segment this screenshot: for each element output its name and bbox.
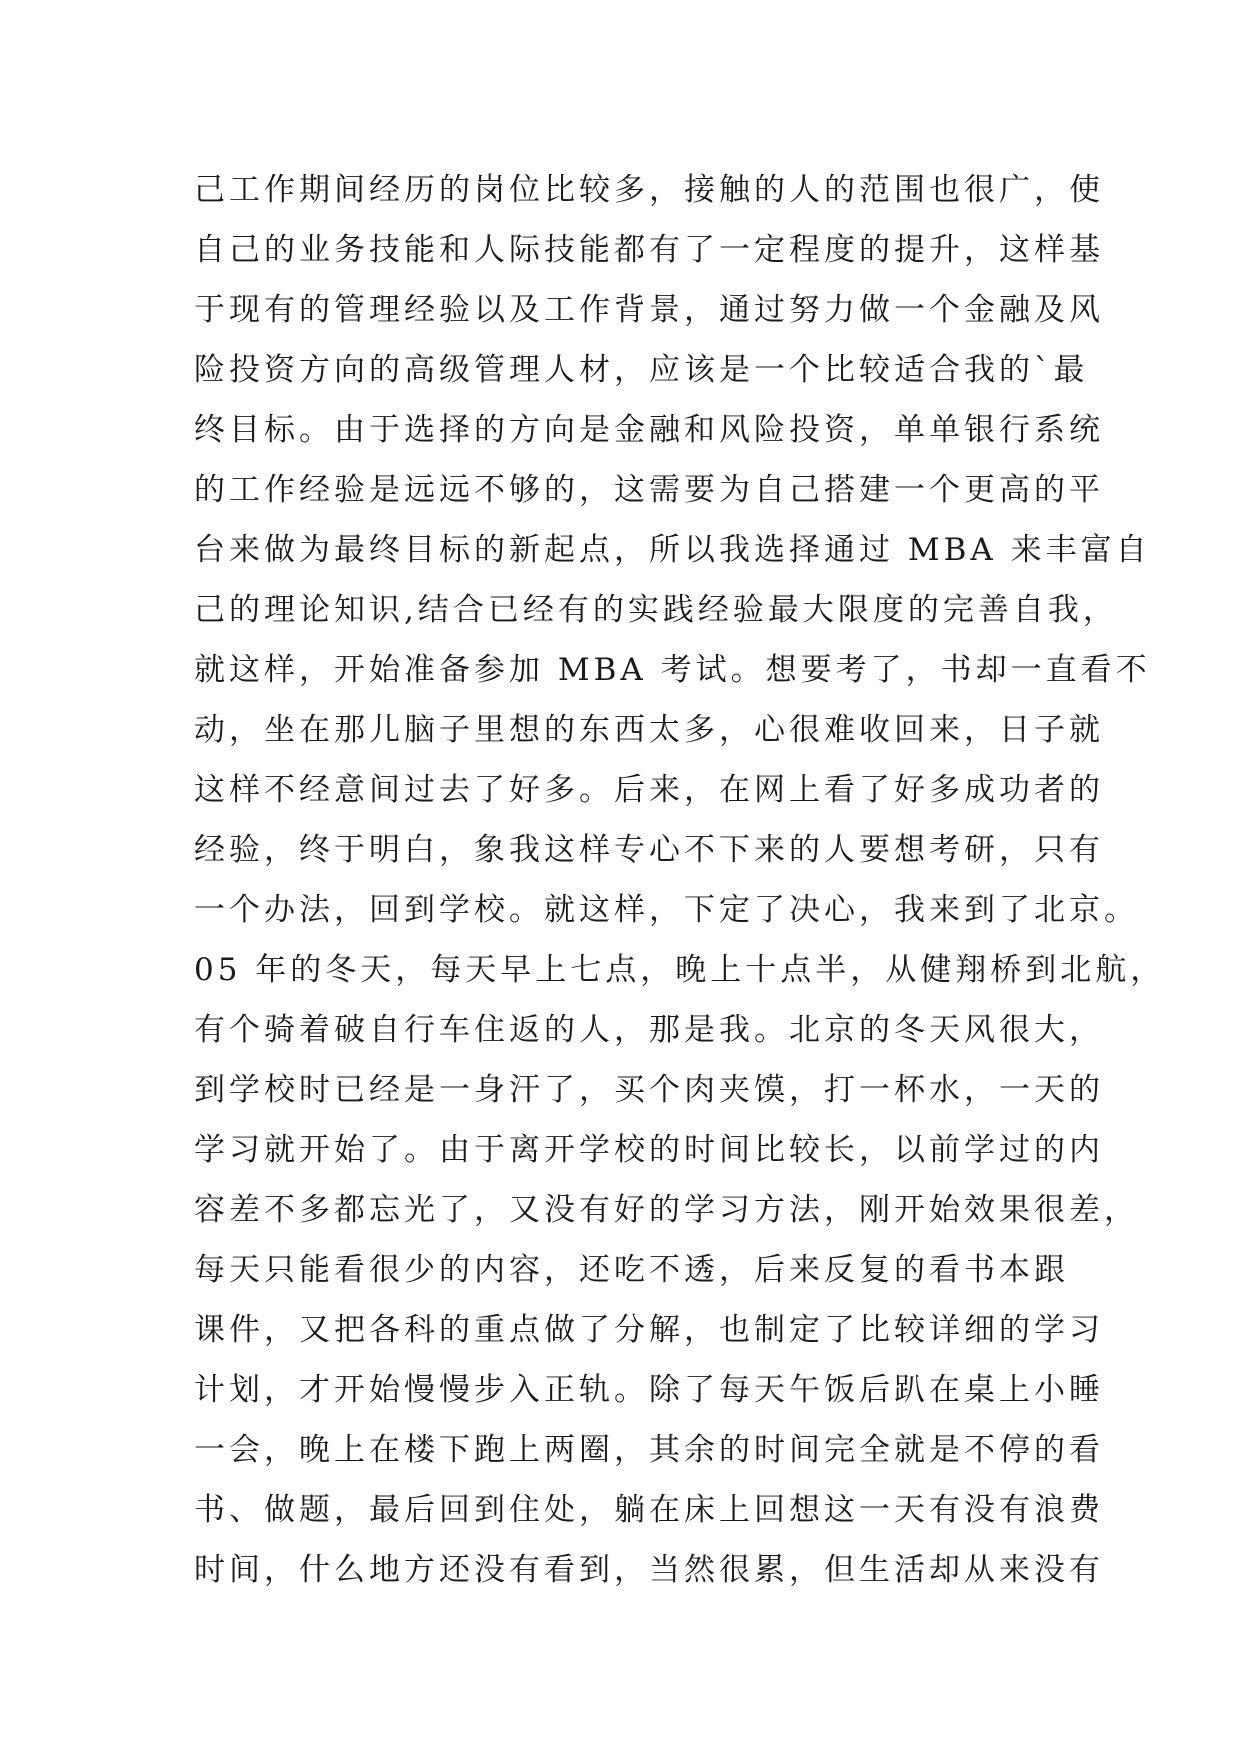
text-line: 每天只能看很少的内容，还吃不透，后来反复的看书本跟	[194, 1252, 1069, 1288]
text-line: 计划，才开始慢慢步入正轨。除了每天午饭后趴在桌上小睡	[194, 1372, 1104, 1408]
text-line: 05 年的冬天，每天早上七点，晚上十点半，从健翔桥到北航，	[194, 952, 1166, 988]
text-line: 到学校时已经是一身汗了，买个肉夹馍，打一杯水，一天的	[194, 1072, 1104, 1108]
text-line: 时间，什么地方还没有看到，当然很累，但生活却从来没有	[194, 1552, 1104, 1588]
text-line: 动，坐在那儿脑子里想的东西太多，心很难收回来，日子就	[194, 712, 1104, 748]
text-line: 台来做为最终目标的新起点，所以我选择通过 MBA 来丰富自	[194, 532, 1151, 568]
text-line: 有个骑着破自行车住返的人，那是我。北京的冬天风很大，	[194, 1012, 1104, 1048]
text-line: 己工作期间经历的岗位比较多，接触的人的范围也很广，使	[194, 172, 1104, 208]
text-line: 一会，晚上在楼下跑上两圈，其余的时间完全就是不停的看	[194, 1432, 1104, 1468]
text-line: 自己的业务技能和人际技能都有了一定程度的提升，这样基	[194, 232, 1104, 268]
text-line: 一个办法，回到学校。就这样，下定了决心，我来到了北京。	[194, 892, 1139, 928]
text-line: 险投资方向的高级管理人材，应该是一个比较适合我的`最	[194, 352, 1089, 388]
text-line: 己的理论知识,结合已经有的实践经验最大限度的完善自我，	[194, 592, 1118, 628]
text-line: 课件，又把各科的重点做了分解，也制定了比较详细的学习	[194, 1312, 1104, 1348]
body-text	[194, 160, 1166, 1600]
text-line: 学习就开始了。由于离开学校的时间比较长，以前学过的内	[194, 1132, 1104, 1168]
text-line: 这样不经意间过去了好多。后来，在网上看了好多成功者的	[194, 772, 1104, 808]
text-line: 于现有的管理经验以及工作背景，通过努力做一个金融及风	[194, 292, 1104, 328]
text-line: 终目标。由于选择的方向是金融和风险投资，单单银行系统	[194, 412, 1104, 448]
text-line: 容差不多都忘光了，又没有好的学习方法，刚开始效果很差，	[194, 1192, 1139, 1228]
text-line: 经验，终于明白，象我这样专心不下来的人要想考研，只有	[194, 832, 1104, 868]
text-line: 就这样，开始准备参加 MBA 考试。想要考了，书却一直看不	[194, 652, 1151, 688]
text-line: 的工作经验是远远不够的，这需要为自己搭建一个更高的平	[194, 472, 1104, 508]
text-line: 书、做题，最后回到住处，躺在床上回想这一天有没有浪费	[194, 1492, 1104, 1528]
